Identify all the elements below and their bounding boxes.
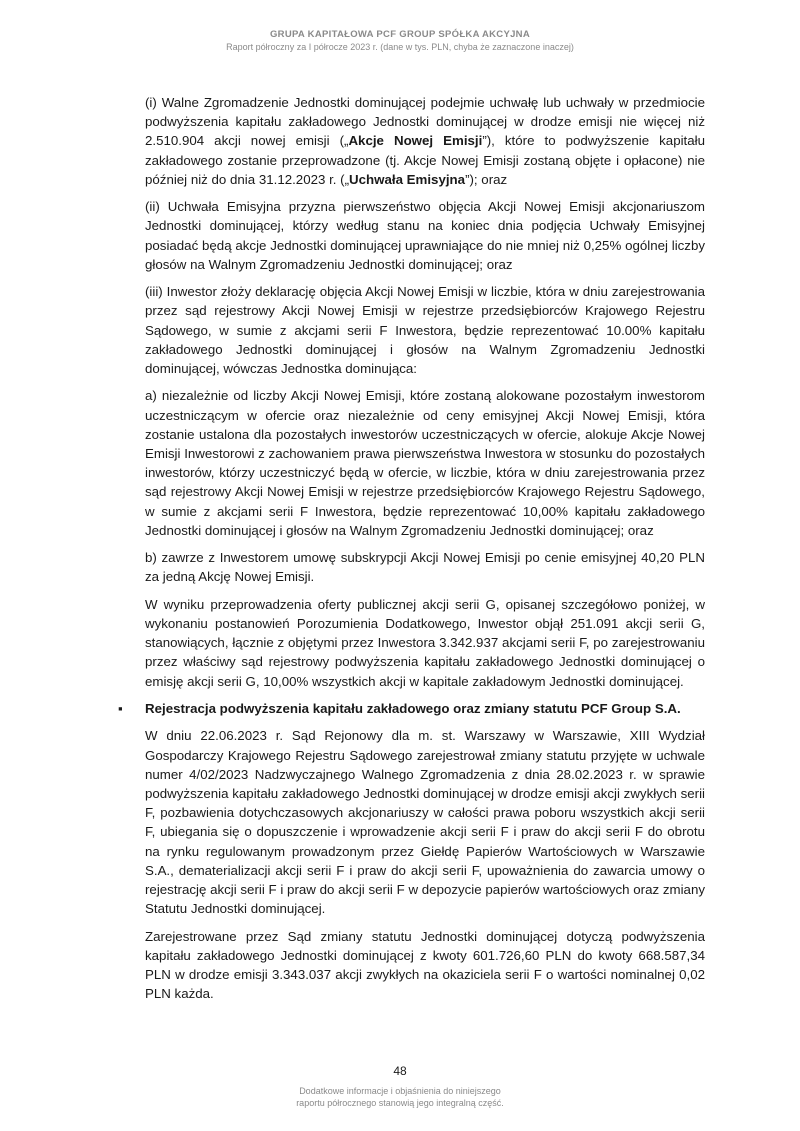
term-akcje-nowej-emisji: Akcje Nowej Emisji (348, 133, 483, 149)
paragraph-capital-change: Zarejestrowane przez Sąd zmiany statutu Jednostki dominującej dotyczą podwyższenia kapitału zakładowego Jednostki dominującej z kwoty 601.726,60 PLN do kwoty 668.587,34 PLN w drodze emisji 3.343.037 akcji zwykłych na okaziciela serii F o wartości nominalnej 0,02 PLN każda. (145, 928, 705, 1002)
section-heading-text: Rejestracja podwyższenia kapitału zakładowego oraz zmiany statutu PCF Group S.A. (145, 701, 681, 717)
paragraph-a: a) niezależnie od liczby Akcji Nowej Emisji, które zostaną alokowane pozostałym inwestorom uczestniczącym w ofercie oraz niezależnie od ceny emisyjnej Akcji Nowej Emisji, która zostanie ustalona dla pozostałych inwestorów uczestniczących w ofercie, alokuje Akcje Nowej Emisji Inwestorowi z zachowaniem prawa pierwszeństwa Inwestora w stosunku do pozostałych inwestorów, którzy uczestniczyć będą w ofercie, w liczbie, która w dniu zarejestrowania przez sąd rejestrowy Akcji Nowej Emisji w rejestrze przedsiębiorców Krajowego Rejestru Sądowego, w sumie z akcjami serii F Inwestora, będzie reprezentować 10,00% kapitału zakładowego Jednostki dominującej i głosów na Walnym Zgromadzeniu Jednostki dominującej; oraz (145, 388, 705, 538)
paragraph-offer-result: W wyniku przeprowadzenia oferty publicznej akcji serii G, opisanej szczegółowo poniżej, w wykonaniu postanowień Porozumienia Dodatkowego, Inwestor objął 251.091 akcji serii G, stanowiących, łącznie z objętymi przez Inwestora 3.342.937 akcjami serii F, po zarejestrowaniu przez właściwy sąd rejestrowy podwyższenia kapitału zakładowego Jednostki dominującej o emisję akcji serii G, 10,00% wszystkich akcji w kapitale zakładowym Jednostki dominującej. (145, 596, 705, 689)
section-heading (118, 699, 705, 718)
paragraph-iii: (iii) Inwestor złoży deklarację objęcia Akcji Nowej Emisji w liczbie, która w dniu zarejestrowania przez sąd rejestrowy Akcji Nowej Emisji w rejestrze przedsiębiorców Krajowego Rejestru Sądowego, w sumie z akcjami serii F Inwestora, będzie reprezentować 10.00% kapitału zakładowego Jednostki dominującej i głosów na Walnym Zgromadzeniu Jednostki dominującej, wówczas Jednostka dominująca: (145, 284, 705, 377)
page-header (0, 29, 800, 53)
paragraph-i: (i) Walne Zgromadzenie Jednostki dominującej podejmie uchwałę lub uchwały w przedmiocie podwyższenia kapitału zakładowego Jednostki dominującej w drodze emisji nie więcej niż 2.510.904 akcji nowej emisji („Akcje Nowej Emisji”), które to podwyższenie kapitału zakładowego zostanie przeprowadzone (tj. Akcje Nowej Emisji zostaną objęte i opłacone) nie później niż do dnia 31.12.2023 r. („Uchwała Emisyjna”); oraz (145, 95, 705, 187)
page-number: 48 (393, 1064, 407, 1078)
header-company: GRUPA KAPITAŁOWA PCF GROUP SPÓŁKA AKCYJNA (269, 29, 530, 40)
bullet-icon: ▪ (118, 701, 123, 717)
paragraph-registration: W dniu 22.06.2023 r. Sąd Rejonowy dla m. st. Warszawy w Warszawie, XIII Wydział Gospodarczy Krajowego Rejestru Sądowego zarejestrował zmiany statutu przyjęte w uchwale numer 4/02/2023 Nadzwyczajnego Walnego Zgromadzenia z dnia 28.02.2023 r. w sprawie podwyższenia kapitału zakładowego Jednostki dominującej w drodze emisji akcji zwykłych serii F, pozbawienia dotychczasowych akcjonariuszy w całości prawa poboru wszystkich akcji serii F, ubiegania się o dopuszczenie i wprowadzenie akcji serii F i praw do akcji serii F do obrotu na rynku regulowanym prowadzonym przez Giełdę Papierów Wartościowych w Warszawie S.A., dematerializacji akcji serii F i praw do akcji serii F, upoważnienia do zawarcia umowy o rejestrację akcji serii F i praw do akcji serii F w depozycie papierów wartościowych oraz zmiany Statutu Jednostki dominującej. (145, 728, 705, 917)
paragraph-ii: (ii) Uchwała Emisyjna przyzna pierwszeństwo objęcia Akcji Nowej Emisji akcjonariuszom Jednostki dominującej, którzy według stanu na koniec dnia podjęcia Uchwały Emisyjnej posiadać będą akcje Jednostki dominującej uprawniające do nie mniej niż 0,25% ogólnej liczby głosów na Walnym Zgromadzeniu Jednostki dominującej; oraz (145, 199, 705, 272)
document-body (118, 93, 705, 1012)
term-uchwala-emisyjna: Uchwała Emisyjna (349, 171, 466, 187)
header-subtitle: Raport półroczny za I półrocze 2023 r. (dane w tys. PLN, chyba że zaznaczone inaczej) (226, 42, 574, 52)
footer-line-2: raportu półrocznego stanowią jego integralną część. (296, 1097, 504, 1108)
footer-line-1: Dodatkowe informacje i objaśnienia do niniejszego (299, 1086, 501, 1096)
paragraph-b: b) zawrze z Inwestorem umowę subskrypcji Akcji Nowej Emisji po cenie emisyjnej 40,20 PLN za jedną Akcję Nowej Emisji. (145, 550, 705, 585)
page-footer (0, 1086, 800, 1109)
